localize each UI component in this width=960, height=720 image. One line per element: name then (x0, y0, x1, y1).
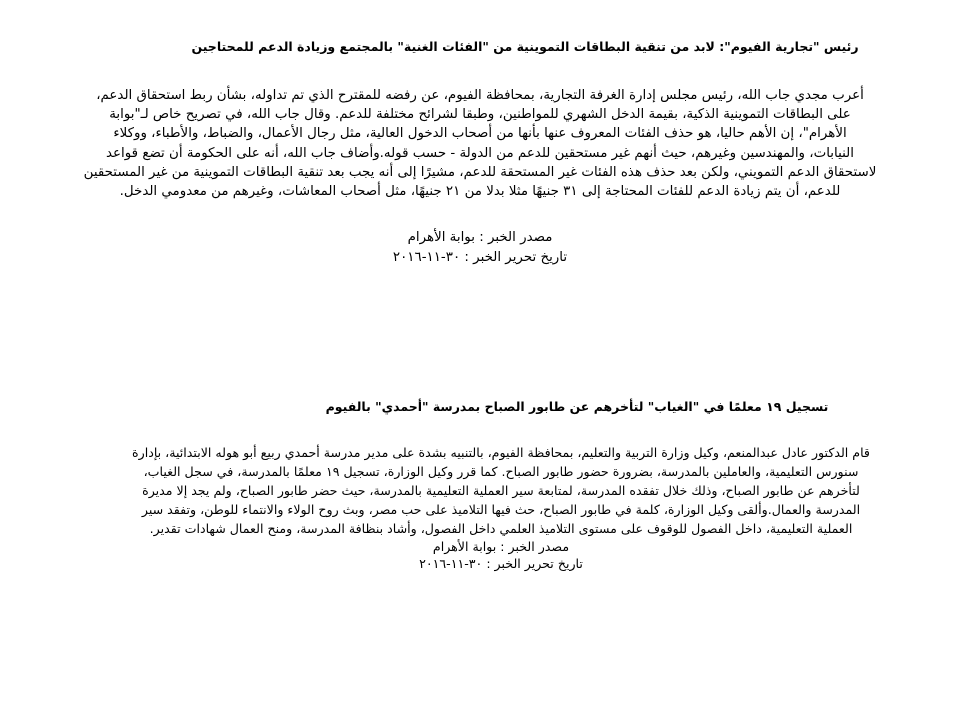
article-2-body (90, 443, 912, 538)
article-1-body-line: على البطاقات التموينية الذكية، بقيمة الدخل الشهري للمواطنين، وطبقا لشرائح مختلفة للدعم. وقال جاب الله، في تصريح خاص لـ"بوابة (109, 107, 851, 123)
article-1-body-line: أعرب مجدي جاب الله، رئيس مجلس إدارة الغرفة التجارية، بمحافظة الفيوم، عن رفضه للمقترح الذي تم تداوله، بشأن ربط استحقاق الدعم، (96, 88, 864, 103)
article-1-headline: رئيس "تجارية الفيوم": لابد من تنقية البطاقات التموينية من "الفئات الغنية" بالمجتمع وزيادة الدعم للمحتاجين (191, 39, 859, 54)
article-1-body (40, 86, 920, 201)
article-2-source: مصدر الخبر : بوابة الأهرام (432, 539, 570, 554)
article-2-body-line: لتأخرهم عن طابور الصباح، وذلك خلال تفقده المدرسة، لمتابعة سير العملية التعليمية بالمدرسة، حيث حضر طابور الصباح، ولم يجد إلا مديرة (142, 483, 860, 498)
article-2 (90, 398, 912, 572)
article-2-body-line: المدرسة والعمال.وألقى وكيل الوزارة، كلمة في طابور الصباح، حث فيها التلاميذ على حب مصر، وبث روح الولاء والانتماء للوطن، وتفقد سير (141, 502, 861, 517)
article-1-date: تاريخ تحرير الخبر : ٣٠-١١-٢٠١٦ (392, 249, 568, 265)
article-2-body-line: قام الدكتور عادل عبدالمنعم، وكيل وزارة التربية والتعليم، بمحافظة الفيوم، بالتنبيه بشدة على مدير مدرسة أحمدي ربيع أبو هوله الابتدائية، بإدارة (132, 445, 870, 460)
article-1-body-line: لاستحقاق الدعم التمويني، ولكن بعد حذف هذه الفئات غير المستحقة للدعم، مشيرًا إلى أنه يجب بعد تنقية البطاقات التموينية من غير المستحقين (83, 164, 877, 180)
article-1-body-line: الأهرام"، إن الأهم حاليا، هو حذف الفئات المعروف عنها بأنها من أصحاب الدخول العالية، مثل رجال الأعمال، والضباط، والأطباء، ووكلاء (113, 126, 847, 142)
article-2-body-line: العملية التعليمية، داخل الفصول للوقوف على مستوى التلاميذ العلمي داخل الفصول، وأشاد بنظافة المدرسة، ومنح العمال شهادات تقدير. (149, 521, 853, 536)
article-1-body-line: للدعم، أن يتم زيادة الدعم للفئات المحتاجة إلى ٣١ جنيهًا مثلا بدلا من ٢١ جنيهًا، مثل أصحاب المعاشات، وغيرهم من معدومي الدخل. (119, 184, 841, 200)
article-2-date: تاريخ تحرير الخبر : ٣٠-١١-٢٠١٦ (419, 556, 583, 571)
article-2-headline: تسجيل ١٩ معلمًا في "الغياب" لتأخرهم عن طابور الصباح بمدرسة "أحمدي" بالفيوم (325, 399, 829, 414)
article-2-body-line: سنورس التعليمية، والعاملين بالمدرسة، بضرورة حضور طابور الصباح. كما قرر وكيل الوزارة، تسجيل ١٩ معلمًا بالمدرسة، في سجل الغياب، (143, 464, 859, 479)
article-1-body-line: النيابات، والمهندسين وغيرهم، حيث أنهم غير مستحقين للدعم من الدولة - حسب قوله.وأضاف جاب الله، أنه على الحكومة أن تضع قواعد (106, 145, 854, 161)
article-1 (40, 38, 920, 267)
article-2-meta (90, 538, 912, 572)
article-1-meta (40, 228, 920, 267)
article-1-source: مصدر الخبر : بوابة الأهرام (407, 230, 553, 246)
